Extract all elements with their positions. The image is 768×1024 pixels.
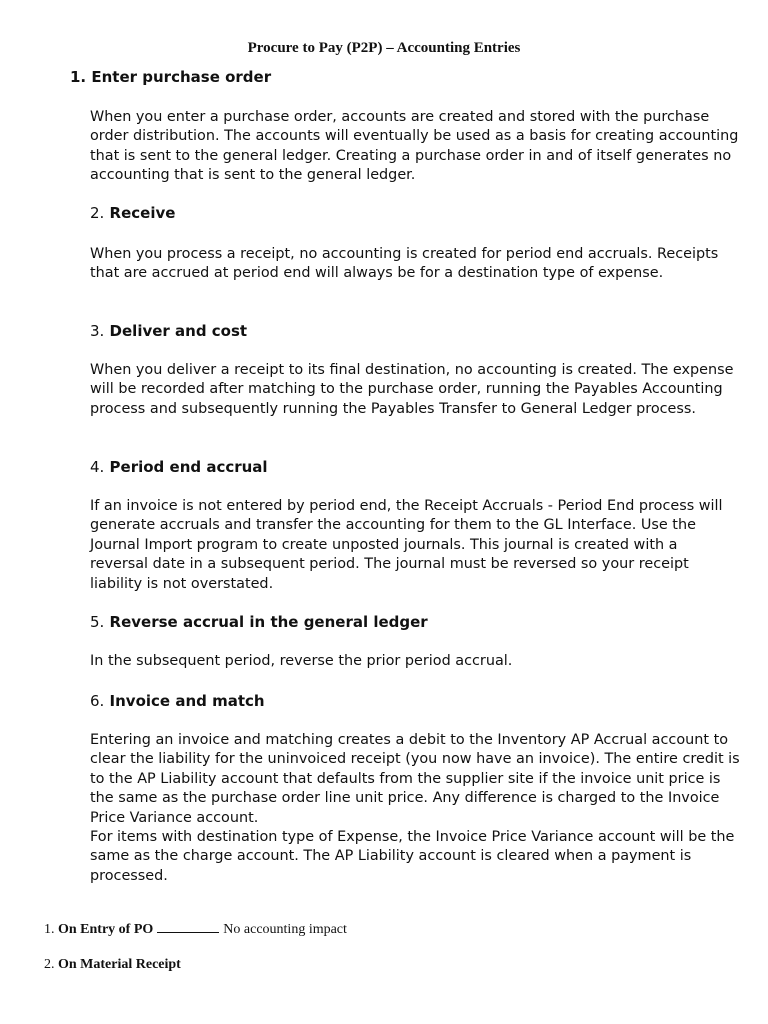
section-heading-label: Deliver and cost: [109, 322, 248, 340]
summary-label: On Entry of PO: [58, 922, 154, 937]
section-paragraph: Entering an invoice and matching creates a debit to the Inventory AP Accrual account to clear the liability for the uninvoiced receipt (you now have an invoice). The entire credit is to the AP Liability account that defaults from the supplier site if the invoice unit price is the same as the purchase order line unit price. Any difference is charged to the Invoice Price Variance account.: [90, 732, 740, 826]
section-heading-3: [90, 322, 247, 340]
summary-label: On Material Receipt: [58, 957, 181, 972]
summary-item-1: [44, 920, 347, 938]
section-number: 5.: [90, 613, 105, 631]
section-paragraph: In the subsequent period, reverse the prior period accrual.: [90, 653, 513, 669]
section-heading-4: [90, 458, 268, 476]
document-title: Procure to Pay (P2P) – Accounting Entries: [247, 40, 521, 56]
section-paragraph: When you enter a purchase order, accounts are created and stored with the purchase order distribution. The accounts will eventually be used as a basis for creating accounting that is sent to the general ledger. Creating a purchase order in and of itself generates no accounting that is sent to the general ledger.: [90, 109, 739, 184]
section-number: 3.: [90, 322, 105, 340]
section-number: 6.: [90, 692, 105, 710]
section-body-5: [90, 652, 740, 671]
section-paragraph: When you deliver a receipt to its final destination, no accounting is created. The expense will be recorded after matching to the purchase order, running the Payables Accounting process and subsequently running the Payables Transfer to General Ledger process.: [90, 362, 734, 417]
section-body-2: [90, 245, 740, 284]
section-heading-2: [90, 204, 175, 222]
section-heading-1: [70, 68, 271, 86]
section-number: 2.: [90, 204, 105, 222]
section-heading-label: Period end accrual: [109, 458, 268, 476]
section-paragraph: If an invoice is not entered by period end, the Receipt Accruals - Period End process will generate accruals and transfer the accounting for them to the GL Interface. Use the Journal Import program to create unposted journals. This journal is created with a reversal date in a subsequent period. The journal must be reversed so your receipt liability is not overstated.: [90, 498, 723, 592]
section-body-6: [90, 731, 740, 886]
section-heading-label: Invoice and match: [109, 692, 265, 710]
fill-in-blank: [157, 920, 219, 933]
section-number: 4.: [90, 458, 105, 476]
section-number: 1.: [70, 68, 87, 86]
section-heading-label: Receive: [109, 204, 176, 222]
section-body-1: [90, 108, 740, 186]
section-heading-6: [90, 692, 265, 710]
section-heading-label: Reverse accrual in the general ledger: [109, 613, 428, 631]
summary-number: 2.: [44, 957, 55, 972]
section-heading-5: [90, 613, 428, 631]
summary-item-2: [44, 957, 181, 973]
summary-note: No accounting impact: [223, 922, 347, 937]
section-body-4: [90, 497, 740, 594]
section-paragraph: For items with destination type of Expense, the Invoice Price Variance account will be the same as the charge account. The AP Liability account is cleared when a payment is processed.: [90, 829, 735, 884]
summary-number: 1.: [44, 922, 55, 937]
section-paragraph: When you process a receipt, no accounting is created for period end accruals. Receipts that are accrued at period end will always be for a destination type of expense.: [90, 246, 719, 282]
section-heading-label: Enter purchase order: [91, 68, 272, 86]
section-body-3: [90, 361, 740, 419]
